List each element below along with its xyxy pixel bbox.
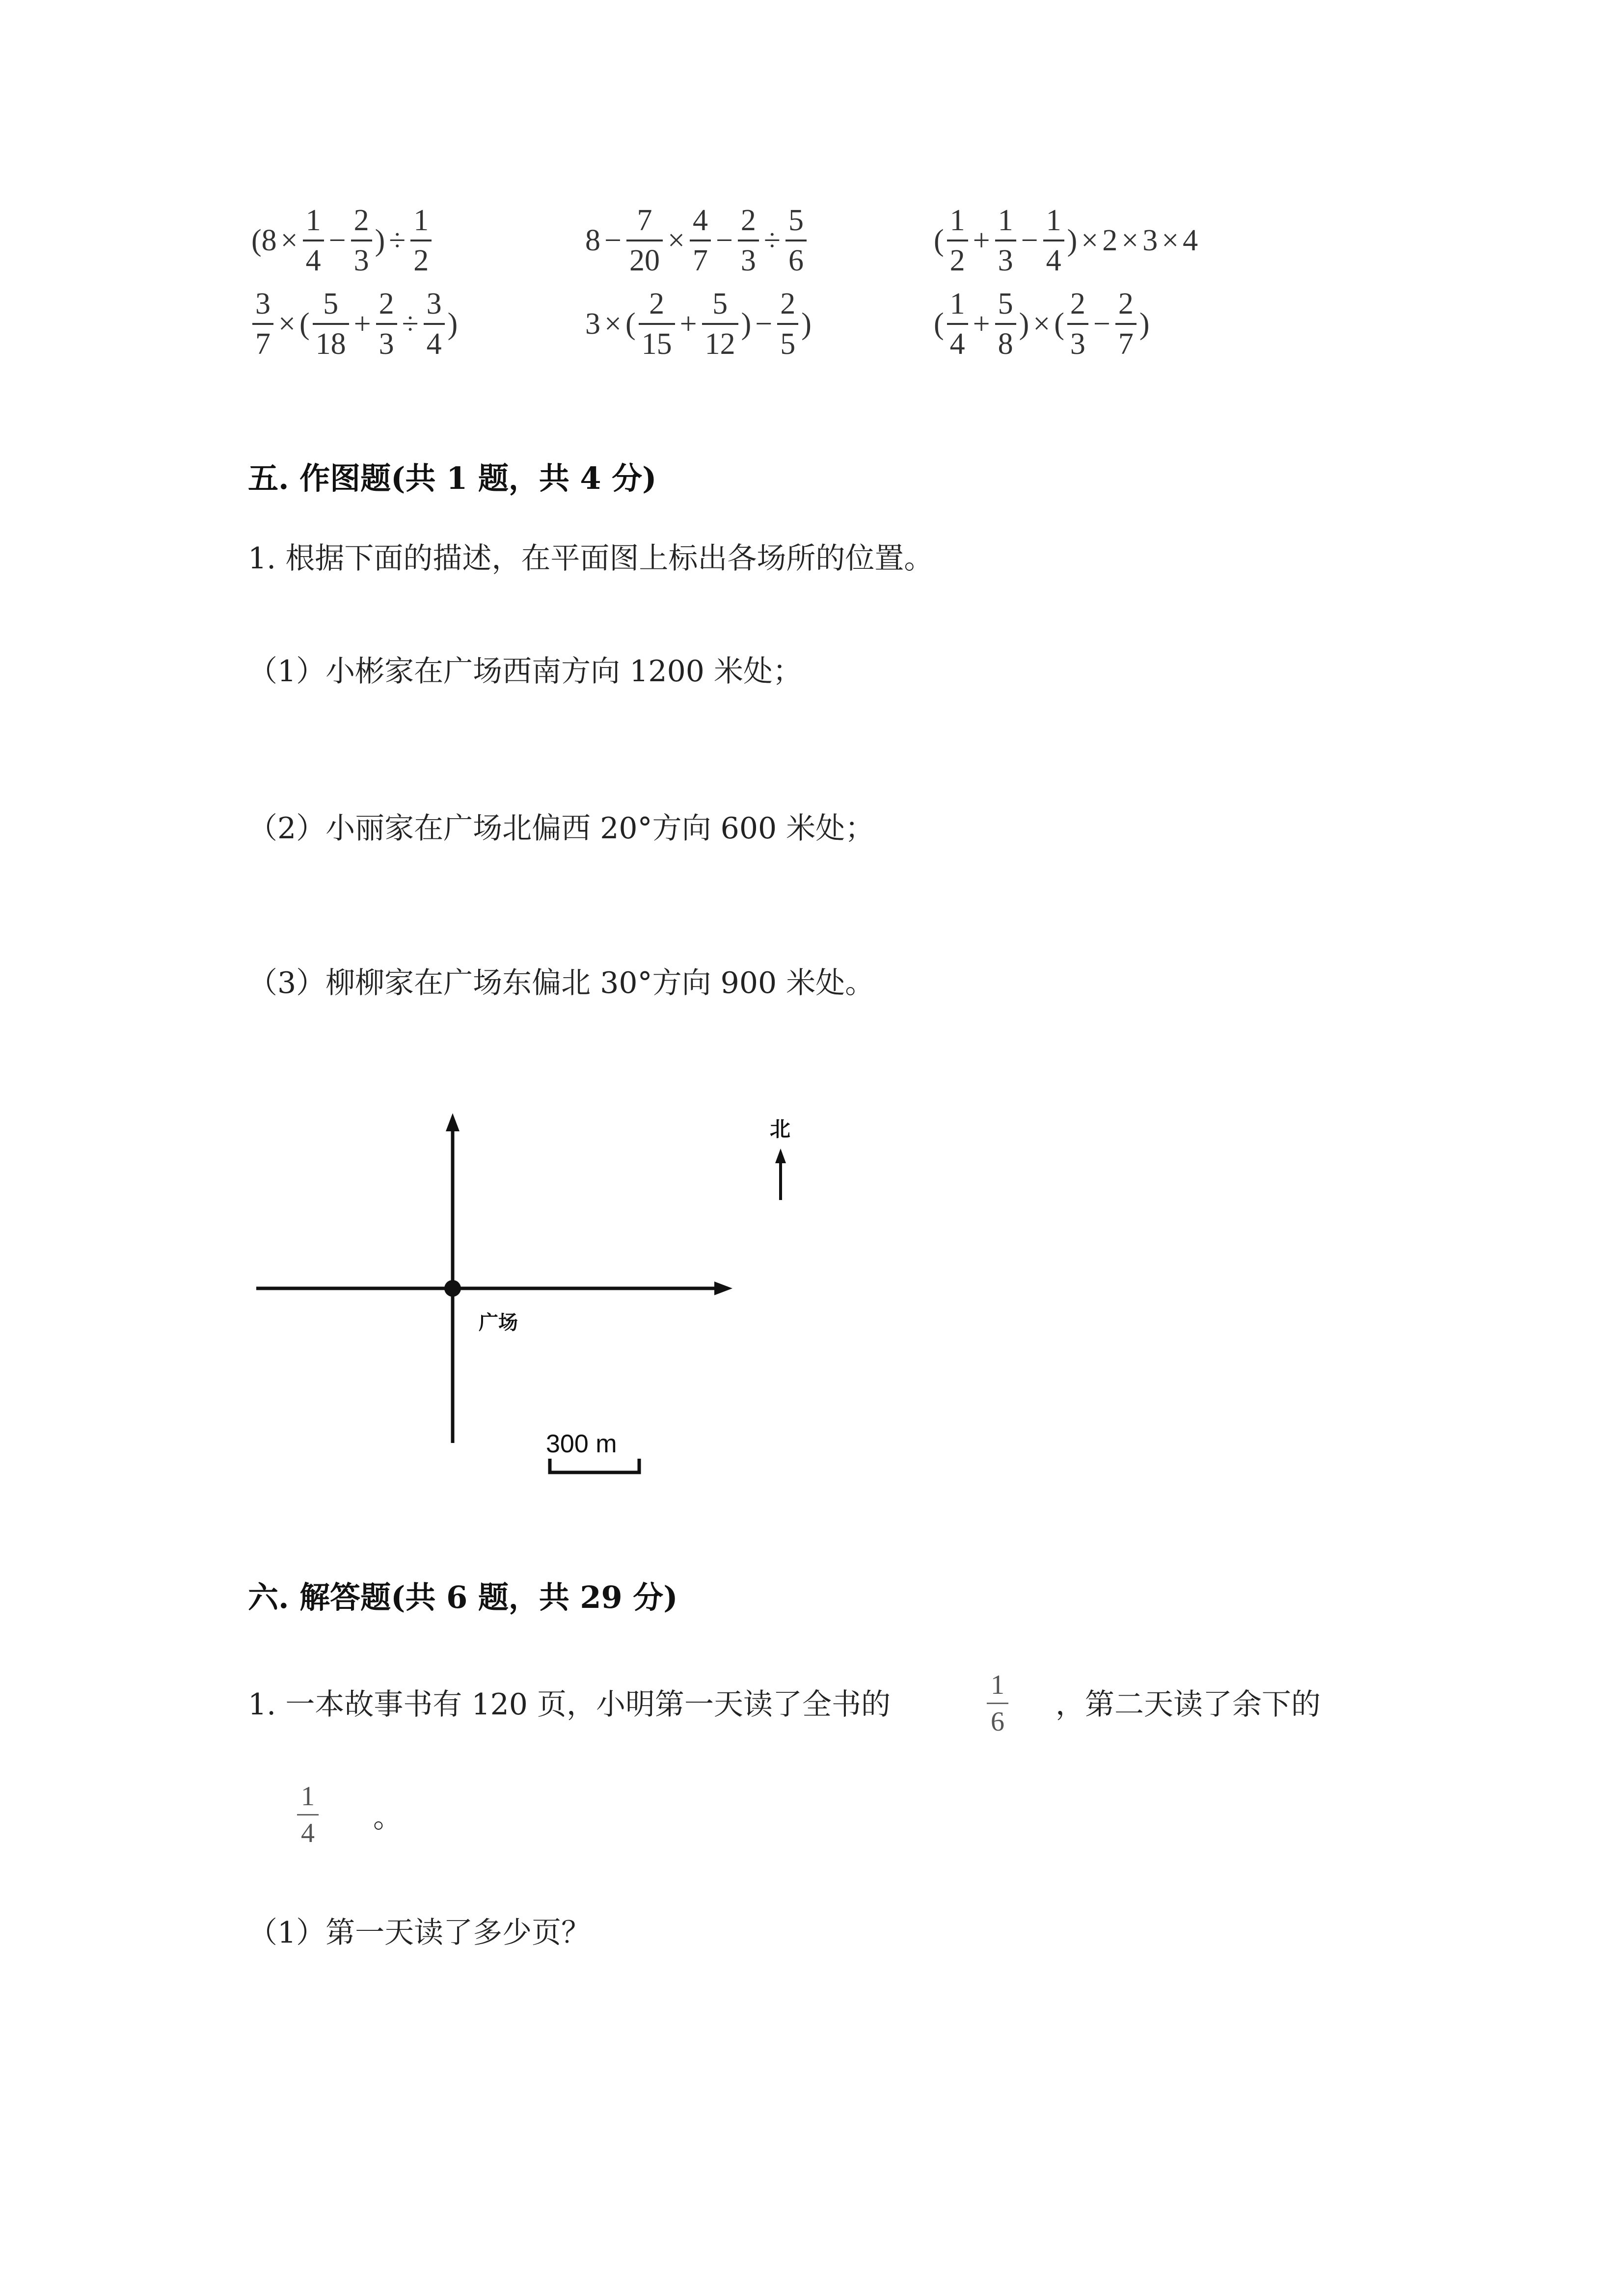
section6-heading: 六. 解答题(共 6 题，共 29 分) — [248, 1579, 678, 1615]
fraction — [785, 205, 807, 276]
fraction-denominator: 15 — [641, 327, 672, 361]
north-arrow-icon — [775, 1148, 786, 1163]
expression-row1-col3 — [933, 196, 1199, 285]
section5-question1: 1. 根据下面的描述，在平面图上标出各场所的位置。 — [248, 541, 934, 576]
term: ( — [934, 307, 944, 341]
fraction-denominator: 3 — [379, 327, 394, 361]
operator: ÷ — [763, 223, 781, 257]
fraction-denominator: 2 — [413, 244, 429, 277]
operator: × — [1162, 223, 1179, 257]
expression-row2-col2 — [584, 280, 812, 368]
fraction — [702, 289, 738, 359]
fraction — [995, 289, 1016, 359]
fraction — [626, 205, 663, 276]
fraction-numerator: 5 — [712, 287, 728, 320]
fraction-denominator: 12 — [704, 327, 735, 361]
fraction — [303, 205, 324, 276]
term: (8 — [251, 223, 277, 257]
section6-sub-question1: （1）第一天读了多少页？ — [248, 1916, 591, 1950]
term: 3 — [1142, 223, 1158, 257]
expression-row2-col1 — [250, 280, 459, 368]
fraction — [351, 205, 372, 276]
fraction-numerator: 5 — [323, 287, 339, 320]
fraction-numerator: 1 — [1046, 204, 1061, 237]
fraction-numerator: 2 — [1070, 287, 1085, 320]
operator: − — [604, 223, 622, 257]
operator: + — [353, 307, 371, 341]
fraction-numerator: 2 — [780, 287, 796, 320]
operator: + — [679, 307, 697, 341]
fraction — [738, 205, 759, 276]
fraction-numerator: 2 — [1118, 287, 1134, 320]
plaza-point — [444, 1280, 461, 1297]
fraction — [313, 289, 349, 359]
vertical-axis-arrow — [446, 1113, 460, 1131]
section6-question1-part-b: ，第二天读了余下的 — [1056, 1687, 1321, 1722]
term: ( — [934, 223, 944, 257]
fraction-denominator: 3 — [740, 244, 756, 277]
fraction-denominator: 3 — [353, 244, 369, 277]
fraction-denominator: 7 — [255, 327, 271, 361]
fraction-denominator: 5 — [780, 327, 796, 361]
fraction — [995, 205, 1016, 276]
fraction-denominator: 7 — [1118, 327, 1134, 361]
term: ) — [801, 307, 812, 341]
fraction-denominator: 3 — [998, 244, 1013, 277]
fraction — [947, 205, 968, 276]
section5-item2: （2）小丽家在广场北偏西 20°方向 600 米处； — [248, 811, 875, 846]
horizontal-axis-arrow — [714, 1281, 732, 1295]
term: ( — [625, 307, 636, 341]
term: ) — [741, 307, 752, 341]
operator: − — [1021, 223, 1038, 257]
fraction-numerator: 3 — [426, 287, 442, 320]
term: 3 — [585, 307, 600, 341]
north-label: 北 — [770, 1117, 791, 1141]
term: 8 — [585, 223, 600, 257]
operator: × — [1033, 307, 1051, 341]
term: 4 — [1183, 223, 1198, 257]
scale-label: 300 m — [546, 1430, 617, 1458]
fraction-one-quarter: 1 4 — [297, 1783, 319, 1847]
term: ) — [1019, 307, 1029, 341]
fraction-numerator: 2 — [740, 204, 756, 237]
term: ) — [375, 223, 385, 257]
operator: ÷ — [402, 307, 419, 341]
fraction-denominator: 20 — [629, 244, 660, 277]
term: ( — [1054, 307, 1064, 341]
scale-bar — [550, 1459, 639, 1472]
fraction-numerator: 2 — [353, 204, 369, 237]
term: ) — [1139, 307, 1150, 341]
term: ) — [447, 307, 458, 341]
fraction — [410, 205, 432, 276]
fraction-numerator: 3 — [255, 287, 271, 320]
fraction-denominator: 4 — [1046, 244, 1061, 277]
fraction — [639, 289, 675, 359]
operator: × — [667, 223, 685, 257]
expression-row2-col3 — [933, 280, 1151, 368]
fraction-denominator: 2 — [949, 244, 965, 277]
fraction-numerator: 2 — [379, 287, 394, 320]
fraction — [777, 289, 798, 359]
operator: − — [328, 223, 346, 257]
fraction — [376, 289, 397, 359]
section5-item1: （1）小彬家在广场西南方向 1200 米处； — [248, 654, 803, 689]
expression-row1-col2 — [584, 196, 809, 285]
fraction-denominator: 4 — [949, 327, 965, 361]
expression-row1-col1 — [250, 196, 433, 285]
operator: − — [755, 307, 773, 341]
fraction-numerator: 5 — [788, 204, 804, 237]
fraction-numerator: 1 — [998, 204, 1013, 237]
fraction — [1067, 289, 1088, 359]
fraction-denominator: 4 — [305, 244, 321, 277]
operator: − — [715, 223, 733, 257]
fraction-numerator: 2 — [649, 287, 665, 320]
fraction-denominator: 6 — [788, 244, 804, 277]
section6-question1-part-a: 1. 一本故事书有 120 页，小明第一天读了全书的 — [248, 1687, 891, 1722]
operator: + — [973, 223, 990, 257]
operator: × — [604, 307, 622, 341]
fraction-numerator: 1 — [949, 204, 965, 237]
fraction-denominator: 7 — [692, 244, 708, 277]
fraction-one-sixth: 1 6 — [987, 1671, 1008, 1735]
term: ( — [299, 307, 310, 341]
fraction-numerator: 1 — [305, 204, 321, 237]
operator: + — [973, 307, 990, 341]
operator: − — [1093, 307, 1110, 341]
plaza-label: 广场 — [479, 1311, 518, 1334]
fraction — [1115, 289, 1137, 359]
fraction-denominator: 4 — [426, 327, 442, 361]
fraction-numerator: 5 — [998, 287, 1013, 320]
fraction — [424, 289, 445, 359]
fraction — [252, 289, 273, 359]
term: 2 — [1102, 223, 1118, 257]
fraction — [947, 289, 968, 359]
operator: ÷ — [389, 223, 406, 257]
fraction-numerator: 7 — [637, 204, 652, 237]
fraction-denominator: 3 — [1070, 327, 1085, 361]
operator: × — [1081, 223, 1099, 257]
fraction-numerator: 1 — [413, 204, 429, 237]
fraction — [1043, 205, 1064, 276]
section6-question1-part-c: 。 — [373, 1800, 403, 1835]
fraction-numerator: 1 — [949, 287, 965, 320]
operator: × — [280, 223, 298, 257]
fraction-numerator: 4 — [692, 204, 708, 237]
operator: × — [278, 307, 296, 341]
operator: × — [1121, 223, 1139, 257]
fraction — [690, 205, 711, 276]
fraction-denominator: 8 — [998, 327, 1013, 361]
map-diagram[interactable] — [245, 1104, 835, 1497]
term: ) — [1067, 223, 1078, 257]
fraction-denominator: 18 — [315, 327, 346, 361]
section5-heading: 五. 作图题(共 1 题，共 4 分) — [248, 460, 657, 496]
section5-item3: （3）柳柳家在广场东偏北 30°方向 900 米处。 — [248, 966, 875, 1000]
